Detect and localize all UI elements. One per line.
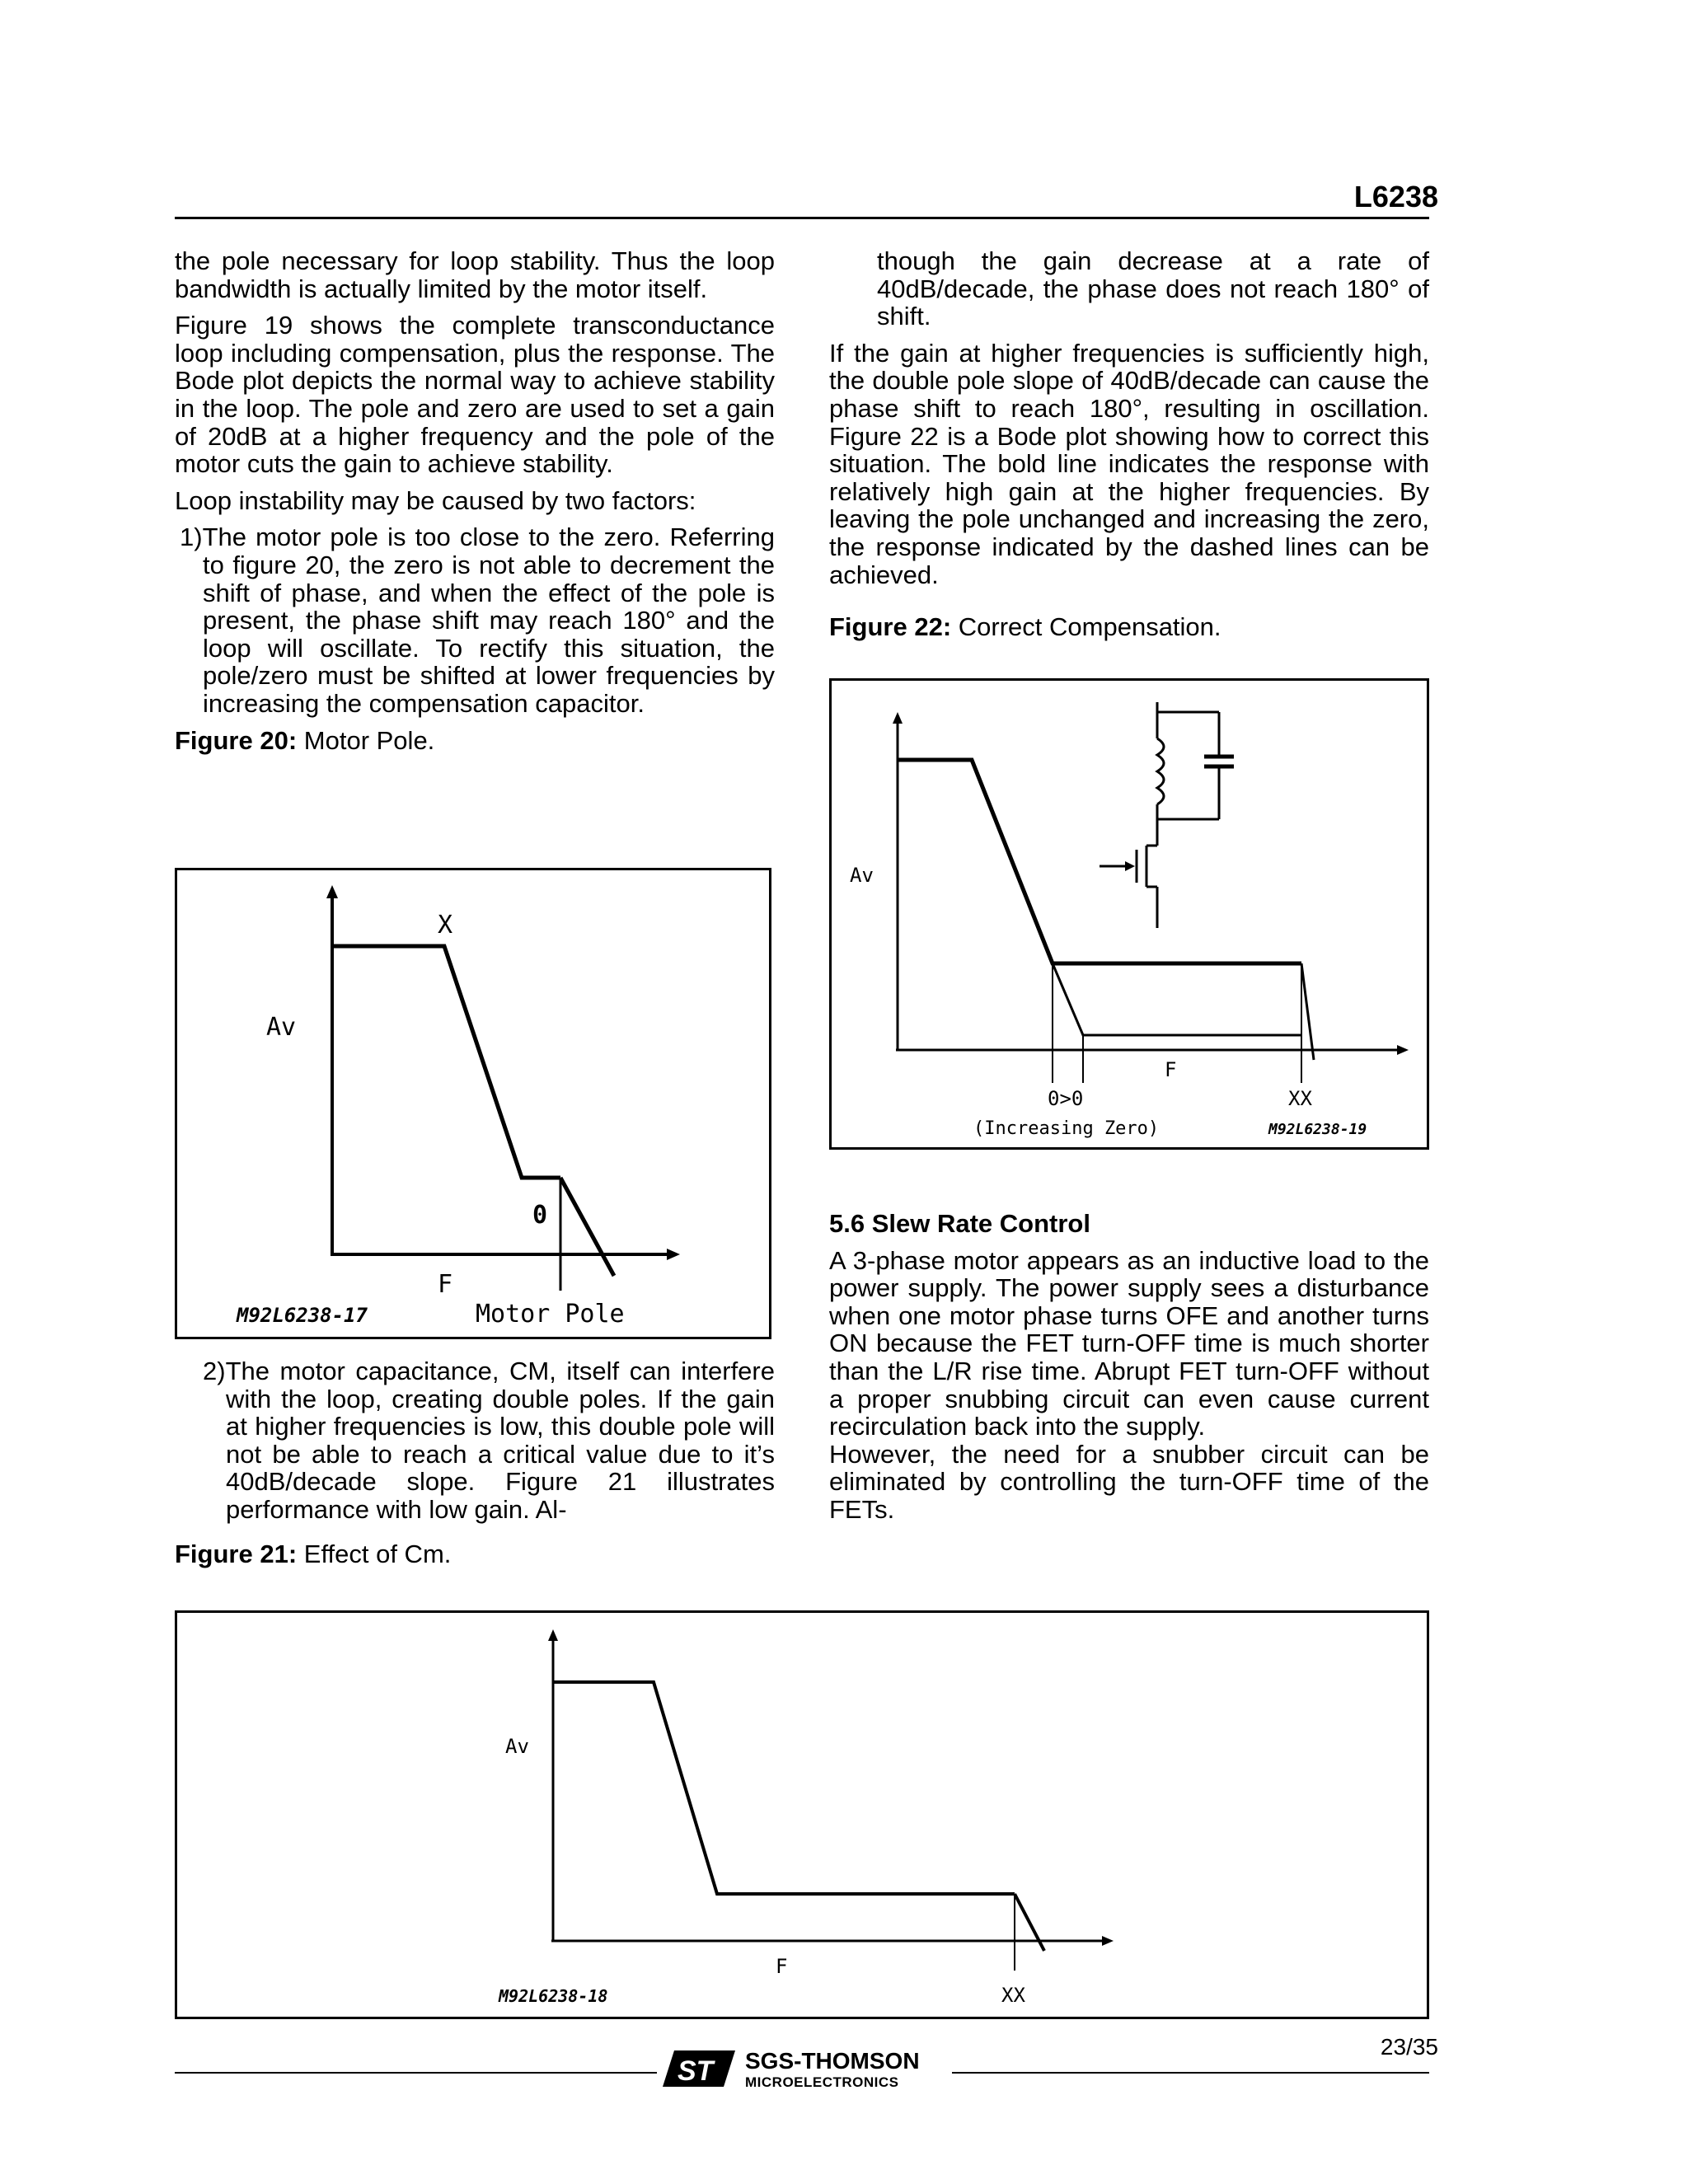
footer-rule-right [952, 2072, 1429, 2074]
right-paragraph-3: However, the need for a snubber circuit can be eliminated by controlling the turn-OFF time of the FETs. [829, 1439, 1429, 1524]
fig21-xlabel: F [776, 1955, 788, 1978]
figure-20-caption-text: Motor Pole. [303, 725, 435, 755]
right-column-lower [829, 1210, 1429, 1533]
left-column [175, 247, 775, 763]
fig20-zero-label: 0 [532, 1201, 548, 1230]
fig20-code: M92L6238-17 [237, 1304, 368, 1327]
figure-22-caption [829, 613, 1429, 641]
fig21-x-arrow [1102, 1936, 1114, 1946]
st-logo-mark [659, 2044, 940, 2093]
right-continuation: though the gain decrease at a rate of 40dB/decade, the phase does not reach 180° of shift. [877, 246, 1429, 331]
fig22-x-arrow [1397, 1045, 1409, 1055]
right-column [829, 247, 1429, 650]
figure-22-plot [832, 681, 1432, 1152]
figure-22-correct-compensation [829, 678, 1429, 1150]
fig20-title: Motor Pole [476, 1300, 625, 1329]
left-paragraph-1: the pole necessary for loop stability. Thus the loop bandwidth is actually limited by the motor itself. [175, 246, 775, 303]
left-paragraph-2: Figure 19 shows the complete transconductance loop including compensation, plus the response. The Bode plot depicts the normal way to achieve stability in the loop. The pole and zero are used to set a gain of 20dB at a higher frequency and the pole of the motor cuts the gain to achieve stability. [175, 311, 775, 479]
logo-main-text: SGS-THOMSON [745, 2048, 920, 2074]
fig21-code: M92L6238-18 [499, 1986, 608, 2006]
list-item-2: 2)The motor capacitance, CM, itself can interfere with the loop, creating double poles. If the gain at higher frequencies is low, this double pole will not be able to reach a critical value due to it’s 40dB/decade slope. Figure 21 illustrates performance with low gain. Al- [203, 1357, 775, 1524]
fig22-dashed-response [1053, 963, 1301, 1035]
document-id: L6238 [1353, 180, 1438, 213]
fig20-x-arrow [667, 1249, 680, 1260]
fig22-gate-arrow [1125, 861, 1135, 871]
fig21-pole-label: XX [1001, 1984, 1025, 2007]
figure-20-caption-label: Figure 20: [175, 725, 298, 755]
figure-21-caption-text: Effect of Cm. [303, 1539, 452, 1568]
logo-sub-text: MICROELECTRONICS [745, 2074, 899, 2090]
figure-21-caption [175, 1540, 775, 1568]
fig22-circuit [1100, 702, 1234, 928]
figure-21-caption-label: Figure 21: [175, 1539, 298, 1568]
fig22-code: M92L6238-19 [1268, 1121, 1367, 1138]
fig20-zero-slope [560, 1178, 614, 1276]
fig21-ylabel: Av [505, 1735, 529, 1758]
fig22-xlabel: F [1165, 1058, 1177, 1081]
logo-mark-text: ST [678, 2055, 714, 2087]
header-rule [175, 217, 1429, 219]
fig20-gain-curve [332, 946, 560, 1178]
figure-22-caption-text: Correct Compensation. [958, 612, 1221, 642]
figure-21-plot [177, 1613, 1432, 2022]
left-paragraph-3: Loop instability may be caused by two factors: [175, 485, 696, 515]
sgs-thomson-logo [659, 2044, 940, 2093]
right-paragraph-2: A 3-phase motor appears as an inductive load to the power supply. The power supply sees a disturbance when one motor phase turns OFE and another turns ON because the FET turn-OFF time is much shorter than the L/R rise time. Abrupt FET turn-OFF without a proper snubbing circuit can even cause current recirculation back into the supply. [829, 1245, 1429, 1441]
figure-22-caption-label: Figure 22: [829, 612, 952, 642]
fig22-bold-response [898, 760, 1301, 963]
fig20-xlabel: F [438, 1270, 453, 1299]
figure-20-plot [177, 870, 774, 1342]
fig20-ylabel: Av [266, 1013, 297, 1042]
fig22-pole-slope [1301, 963, 1314, 1060]
fig20-y-arrow [326, 885, 338, 898]
footer-rule-left [175, 2072, 657, 2074]
fig20-pole-label: X [438, 911, 453, 940]
fig22-note: (Increasing Zero) [973, 1118, 1160, 1139]
fig21-pole-slope [1015, 1894, 1044, 1951]
figure-20-caption [175, 727, 775, 755]
fig21-gain-curve [553, 1682, 1015, 1894]
figure-20-motor-pole [175, 868, 771, 1339]
fig21-y-arrow [548, 1629, 558, 1641]
left-column-lower [175, 1357, 775, 1577]
page-number: 23/35 [1380, 2034, 1438, 2060]
fig22-pole-label: XX [1288, 1087, 1312, 1110]
right-paragraph-1: If the gain at higher frequencies is sufficiently high, the double pole slope of 40dB/decade can cause the phase shift to reach 180°, resulting in oscillation. Figure 22 is a Bode plot showing how to correct this situation. The bold line indicates the response with relatively high gain at the higher frequencies. By leaving the pole unchanged and increasing the zero, the response indicated by the dashed lines can be achieved. [829, 338, 1429, 589]
list-item-1: 1)The motor pole is too close to the zero. Referring to figure 20, the zero is not able to decrement the shift of phase, and when the effect of the pole is present, the phase shift may reach 180° and the loop will oscillate. To rectify this situation, the pole/zero must be shifted at lower frequencies by increasing the compensation capacitor. [180, 523, 775, 718]
fig22-y-arrow [893, 712, 903, 724]
fig22-ylabel: Av [850, 864, 874, 887]
fig22-zero-label: 0>0 [1048, 1087, 1084, 1110]
figure-21-effect-of-cm [175, 1610, 1429, 2019]
section-heading: 5.6 Slew Rate Control [829, 1209, 1090, 1238]
